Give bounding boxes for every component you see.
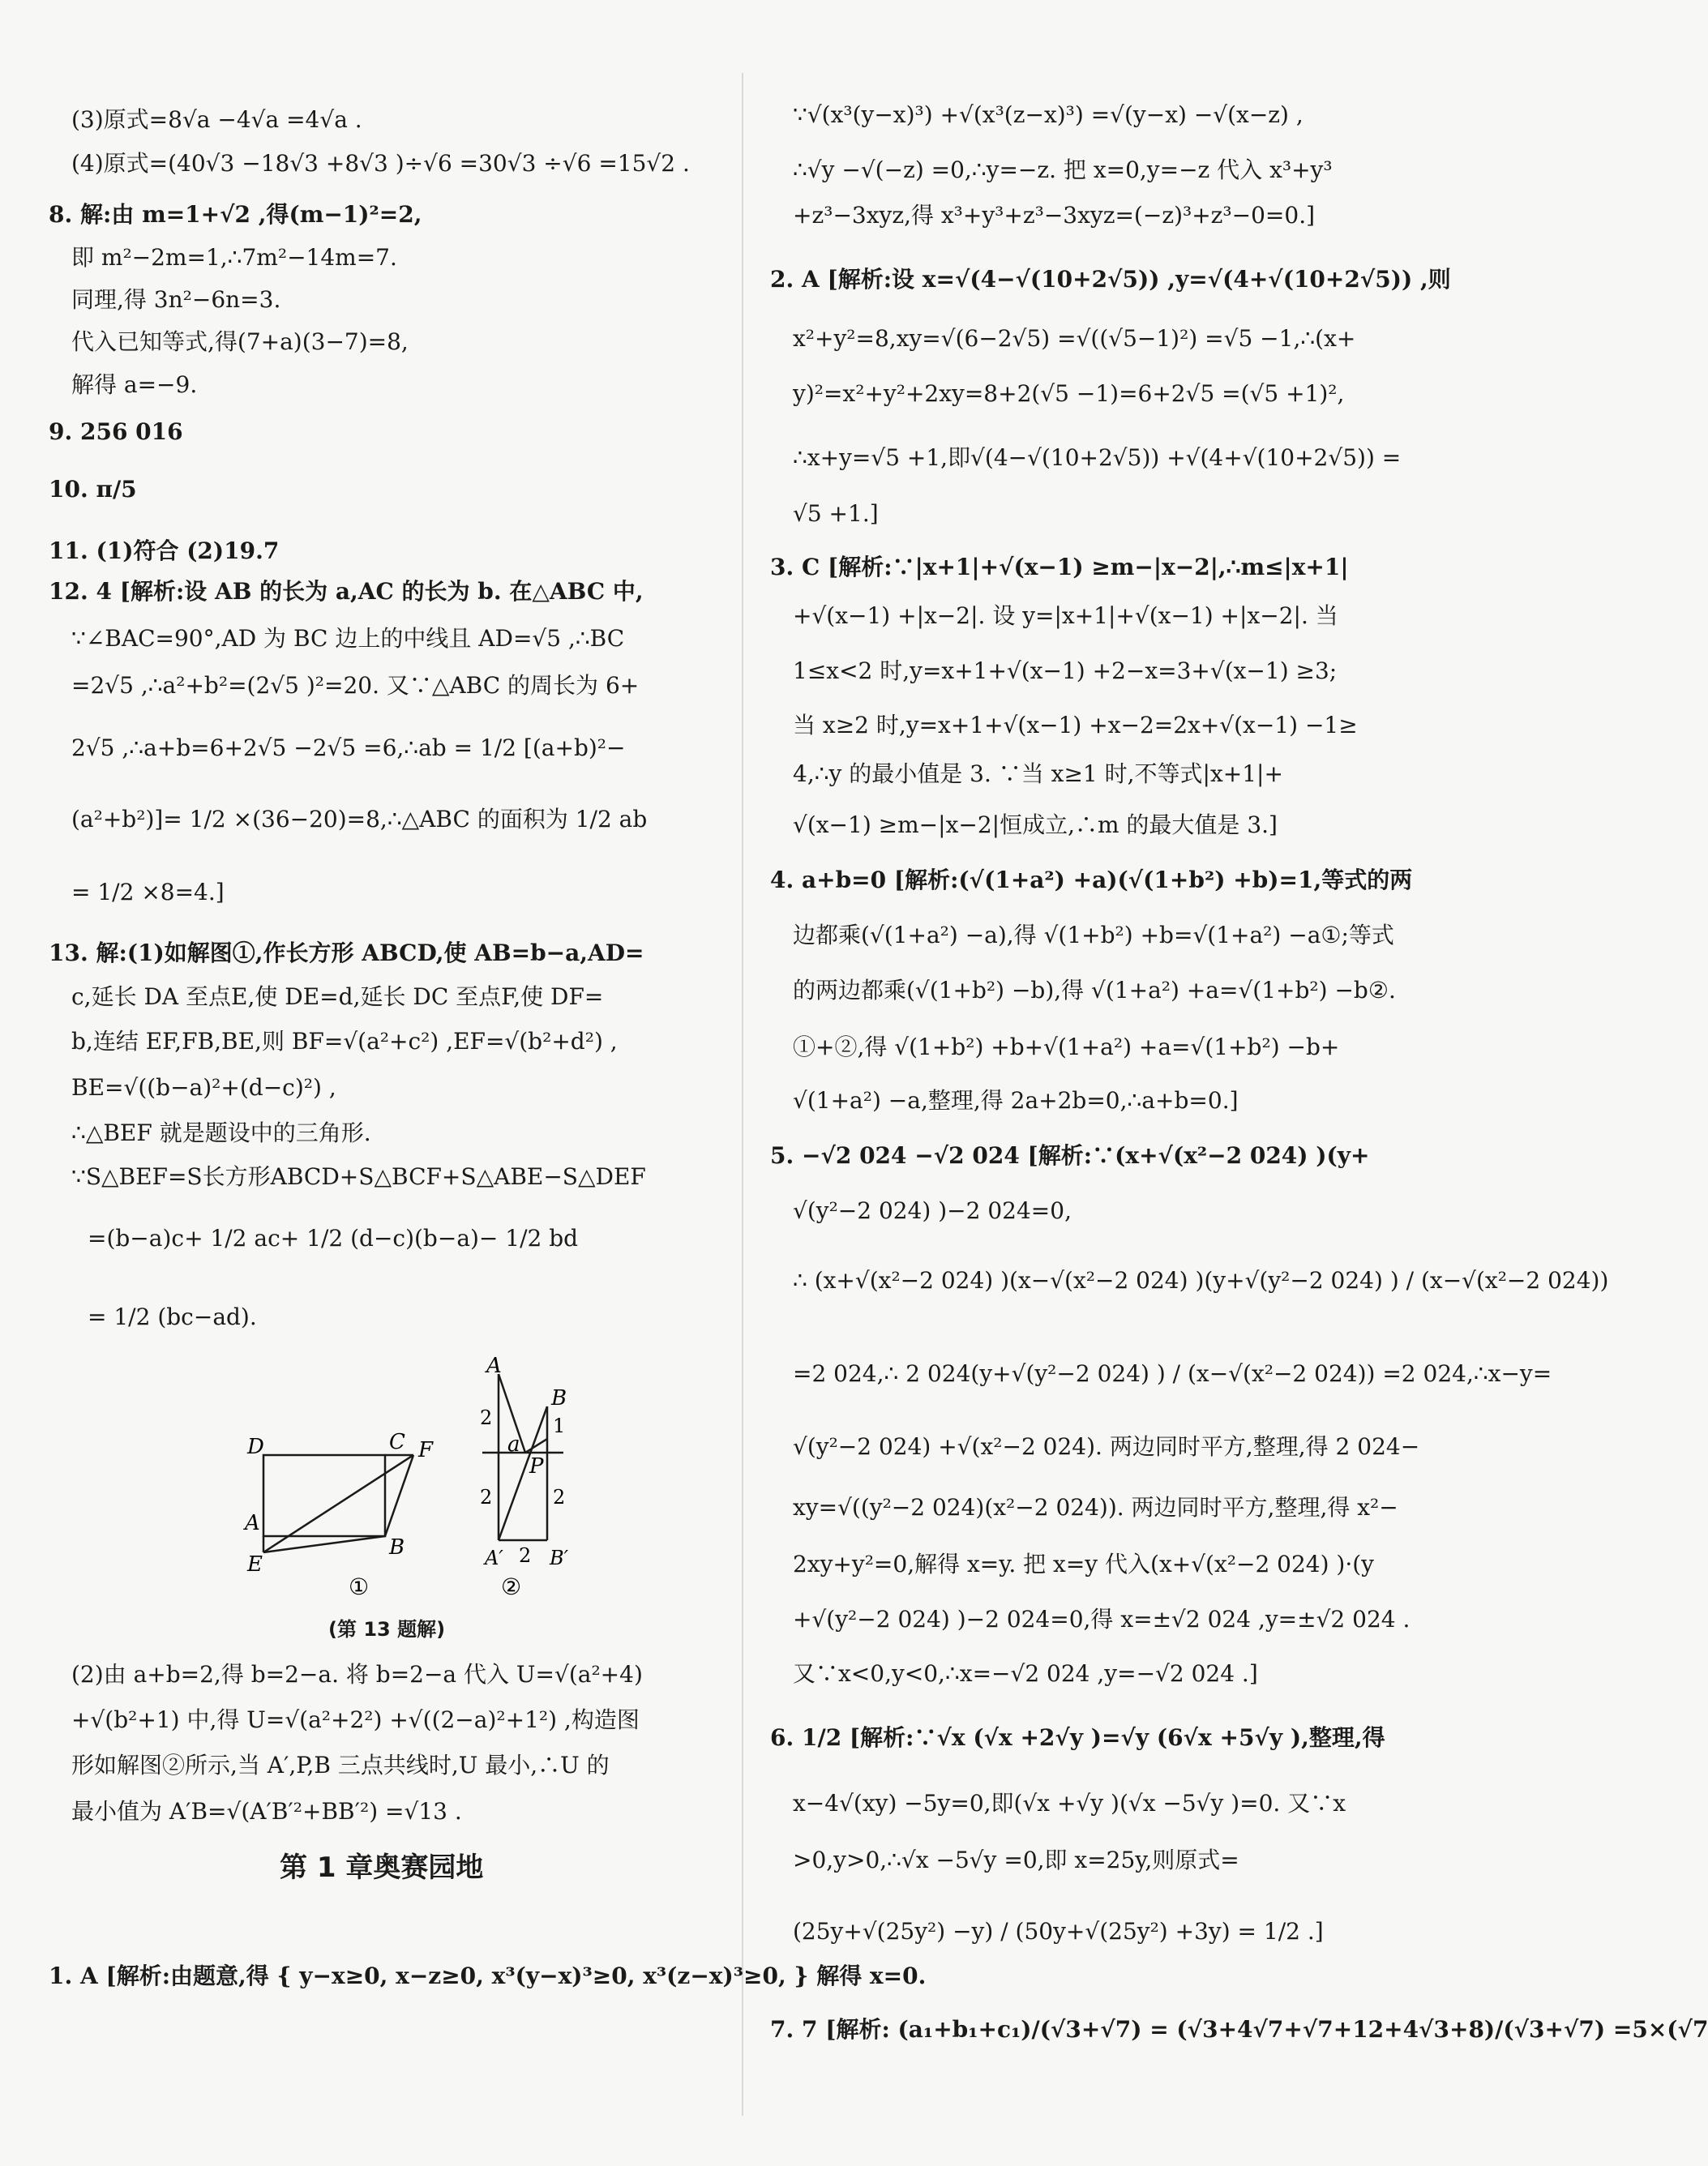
svg-text:B′: B′	[550, 1547, 569, 1569]
question-3: 3. C [解析:∵|x+1|+√(x−1) ≥m−|x−2|,∴m≤|x+1|	[770, 554, 1349, 580]
answer-line: xy=√((y²−2 024)(x²−2 024)). 两边同时平方,整理,得 x²−	[793, 1494, 1398, 1521]
question-9: 9. 256 016	[49, 418, 183, 445]
answer-line: (a²+b²)]= 1/2 ×(36−20)=8,∴△ABC 的面积为 1/2 ab	[71, 806, 648, 833]
answer-line: √5 +1.]	[793, 500, 879, 527]
question-11: 11. (1)符合 (2)19.7	[49, 537, 280, 564]
answer-line: x²+y²=8,xy=√(6−2√5) =√((√5−1)²) =√5 −1,∴(x+	[793, 325, 1356, 352]
answer-line: =(b−a)c+ 1/2 ac+ 1/2 (d−c)(b−a)− 1/2 bd	[88, 1225, 579, 1252]
svg-text:E: E	[247, 1552, 263, 1577]
question-13: 13. 解:(1)如解图①,作长方形 ABCD,使 AB=b−a,AD=	[49, 940, 644, 966]
svg-text:P: P	[529, 1454, 544, 1479]
answer-line: (2)由 a+b=2,得 b=2−a. 将 b=2−a 代入 U=√(a²+4)	[71, 1661, 643, 1688]
answer-line: 2√5 ,∴a+b=6+2√5 −2√5 =6,∴ab = 1/2 [(a+b)²−	[71, 734, 626, 761]
column-divider	[742, 73, 743, 2116]
answer-line: 即 m²−2m=1,∴7m²−14m=7.	[71, 244, 397, 271]
answer-line: = 1/2 ×8=4.]	[71, 879, 225, 905]
answer-line: +√(y²−2 024) )−2 024=0,得 x=±√2 024 ,y=±√2 024 .	[793, 1606, 1410, 1633]
answer-line: 最小值为 A′B=√(A′B′²+BB′²) =√13 .	[71, 1798, 462, 1825]
answer-line: ∴x+y=√5 +1,即√(4−√(10+2√5)) +√(4+√(10+2√5)) =	[793, 444, 1402, 471]
question-5: 5. −√2 024 −√2 024 [解析:∵(x+√(x²−2 024) )(y+	[770, 1142, 1370, 1169]
svg-text:2: 2	[519, 1544, 532, 1567]
answer-line: 4,∴y 的最小值是 3. ∵当 x≥1 时,不等式|x+1|+	[793, 760, 1283, 787]
answer-line: = 1/2 (bc−ad).	[88, 1303, 257, 1330]
question-12: 12. 4 [解析:设 AB 的长为 a,AC 的长为 b. 在△ABC 中,	[49, 578, 644, 605]
svg-text:C: C	[389, 1430, 405, 1454]
question-1: 1. A [解析:由题意,得 { y−x≥0, x−z≥0, x³(y−x)³≥0, x³(z−x)³≥0, } 解得 x=0.	[49, 1963, 927, 1989]
svg-text:2: 2	[480, 1406, 493, 1429]
svg-text:F: F	[418, 1438, 434, 1462]
svg-text:D: D	[247, 1435, 264, 1459]
svg-text:B: B	[389, 1535, 405, 1560]
svg-text:a: a	[507, 1432, 520, 1457]
answer-line: 同理,得 3n²−6n=3.	[71, 286, 281, 313]
figure-caption: (第 13 题解)	[328, 1618, 446, 1641]
answer-line: +z³−3xyz,得 x³+y³+z³−3xyz=(−z)³+z³−0=0.]	[793, 202, 1316, 229]
answer-line: 的两边都乘(√(1+b²) −b),得 √(1+a²) +a=√(1+b²) −b②.	[793, 977, 1396, 1004]
figure-2-label: ②	[501, 1573, 522, 1600]
answer-line: ∵√(x³(y−x)³) +√(x³(z−x)³) =√(y−x) −√(x−z) ,	[793, 101, 1303, 128]
svg-text:A: A	[486, 1354, 502, 1378]
svg-text:B: B	[551, 1386, 567, 1410]
answer-line: >0,y>0,∴√x −5√y =0,即 x=25y,则原式=	[793, 1847, 1239, 1873]
question-4: 4. a+b=0 [解析:(√(1+a²) +a)(√(1+b²) +b)=1,等式的两	[770, 867, 1413, 893]
question-8: 8. 解:由 m=1+√2 ,得(m−1)²=2,	[49, 201, 422, 228]
svg-text:1: 1	[553, 1415, 566, 1437]
svg-text:2: 2	[480, 1486, 493, 1509]
answer-line: =2√5 ,∴a²+b²=(2√5 )²=20. 又∵△ABC 的周长为 6+	[71, 672, 640, 699]
figure-13	[235, 1350, 624, 1609]
answer-line: x−4√(xy) −5y=0,即(√x +√y )(√x −5√y )=0. 又∵x	[793, 1790, 1346, 1817]
answer-line: +√(b²+1) 中,得 U=√(a²+2²) +√((2−a)²+1²) ,构造图	[71, 1706, 640, 1733]
answer-line: ∴ (x+√(x²−2 024) )(x−√(x²−2 024) )(y+√(y²−2 024) ) / (x−√(x²−2 024))	[793, 1267, 1609, 1294]
answer-line: 代入已知等式,得(7+a)(3−7)=8,	[71, 328, 409, 355]
answer-line: ∴△BEF 就是题设中的三角形.	[71, 1119, 371, 1146]
svg-text:2: 2	[553, 1486, 566, 1509]
question-2: 2. A [解析:设 x=√(4−√(10+2√5)) ,y=√(4+√(10+2√5)) ,则	[770, 266, 1451, 293]
answer-line: 当 x≥2 时,y=x+1+√(x−1) +x−2=2x+√(x−1) −1≥	[793, 712, 1358, 738]
question-6: 6. 1/2 [解析:∵√x (√x +2√y )=√y (6√x +5√y ),整理,得	[770, 1724, 1385, 1751]
answer-line: 边都乘(√(1+a²) −a),得 √(1+b²) +b=√(1+a²) −a①;等式	[793, 922, 1394, 948]
answer-line: 形如解图②所示,当 A′,P,B 三点共线时,U 最小,∴U 的	[71, 1752, 610, 1779]
answer-line: √(1+a²) −a,整理,得 2a+2b=0,∴a+b=0.]	[793, 1087, 1239, 1114]
answer-line: 1≤x<2 时,y=x+1+√(x−1) +2−x=3+√(x−1) ≥3;	[793, 657, 1338, 684]
answer-line: ①+②,得 √(1+b²) +b+√(1+a²) +a=√(1+b²) −b+	[793, 1034, 1340, 1060]
question-7: 7. 7 [解析: (a₁+b₁+c₁)/(√3+√7) = (√3+4√7+√7+12+4√3+8)/(√3+√7) =5×(√7	[770, 2016, 1708, 2043]
answer-line: √(x−1) ≥m−|x−2|恒成立,∴m 的最大值是 3.]	[793, 811, 1278, 838]
section-title: 第 1 章奥赛园地	[280, 1851, 484, 1884]
answer-line: √(y²−2 024) +√(x²−2 024). 两边同时平方,整理,得 2 024−	[793, 1433, 1420, 1460]
answer-line: (25y+√(25y²) −y) / (50y+√(25y²) +3y) = 1/2 .]	[793, 1918, 1324, 1945]
svg-text:A′: A′	[485, 1547, 503, 1569]
answer-line: b,连结 EF,FB,BE,则 BF=√(a²+c²) ,EF=√(b²+d²) ,	[71, 1028, 618, 1055]
answer-line: ∵∠BAC=90°,AD 为 BC 边上的中线且 AD=√5 ,∴BC	[71, 625, 625, 652]
answer-line: +√(x−1) +|x−2|. 设 y=|x+1|+√(x−1) +|x−2|. 当	[793, 602, 1338, 629]
answer-line: ∴√y −√(−z) =0,∴y=−z. 把 x=0,y=−z 代入 x³+y³	[793, 156, 1333, 183]
svg-text:A: A	[245, 1511, 260, 1535]
question-10: 10. π/5	[49, 476, 137, 503]
answer-line: √(y²−2 024) )−2 024=0,	[793, 1197, 1072, 1224]
answer-line: 又∵x<0,y<0,∴x=−√2 024 ,y=−√2 024 .]	[793, 1660, 1258, 1687]
answer-line: 解得 a=−9.	[71, 371, 198, 398]
answer-line: ∵S△BEF=S长方形ABCD+S△BCF+S△ABE−S△DEF	[71, 1163, 646, 1190]
answer-line: (3)原式=8√a −4√a =4√a .	[71, 106, 362, 133]
answer-line: 2xy+y²=0,解得 x=y. 把 x=y 代入(x+√(x²−2 024) )·(y	[793, 1551, 1374, 1577]
figure-1-label: ①	[349, 1573, 370, 1600]
answer-line: c,延长 DA 至点E,使 DE=d,延长 DC 至点F,使 DF=	[71, 983, 604, 1010]
answer-line: BE=√((b−a)²+(d−c)²) ,	[71, 1074, 336, 1101]
answer-line: =2 024,∴ 2 024(y+√(y²−2 024) ) / (x−√(x²−2 024)) =2 024,∴x−y=	[793, 1360, 1552, 1387]
answer-line: (4)原式=(40√3 −18√3 +8√3 )÷√6 =30√3 ÷√6 =15√2 .	[71, 150, 690, 177]
answer-line: y)²=x²+y²+2xy=8+2(√5 −1)=6+2√5 =(√5 +1)²,	[793, 380, 1345, 407]
